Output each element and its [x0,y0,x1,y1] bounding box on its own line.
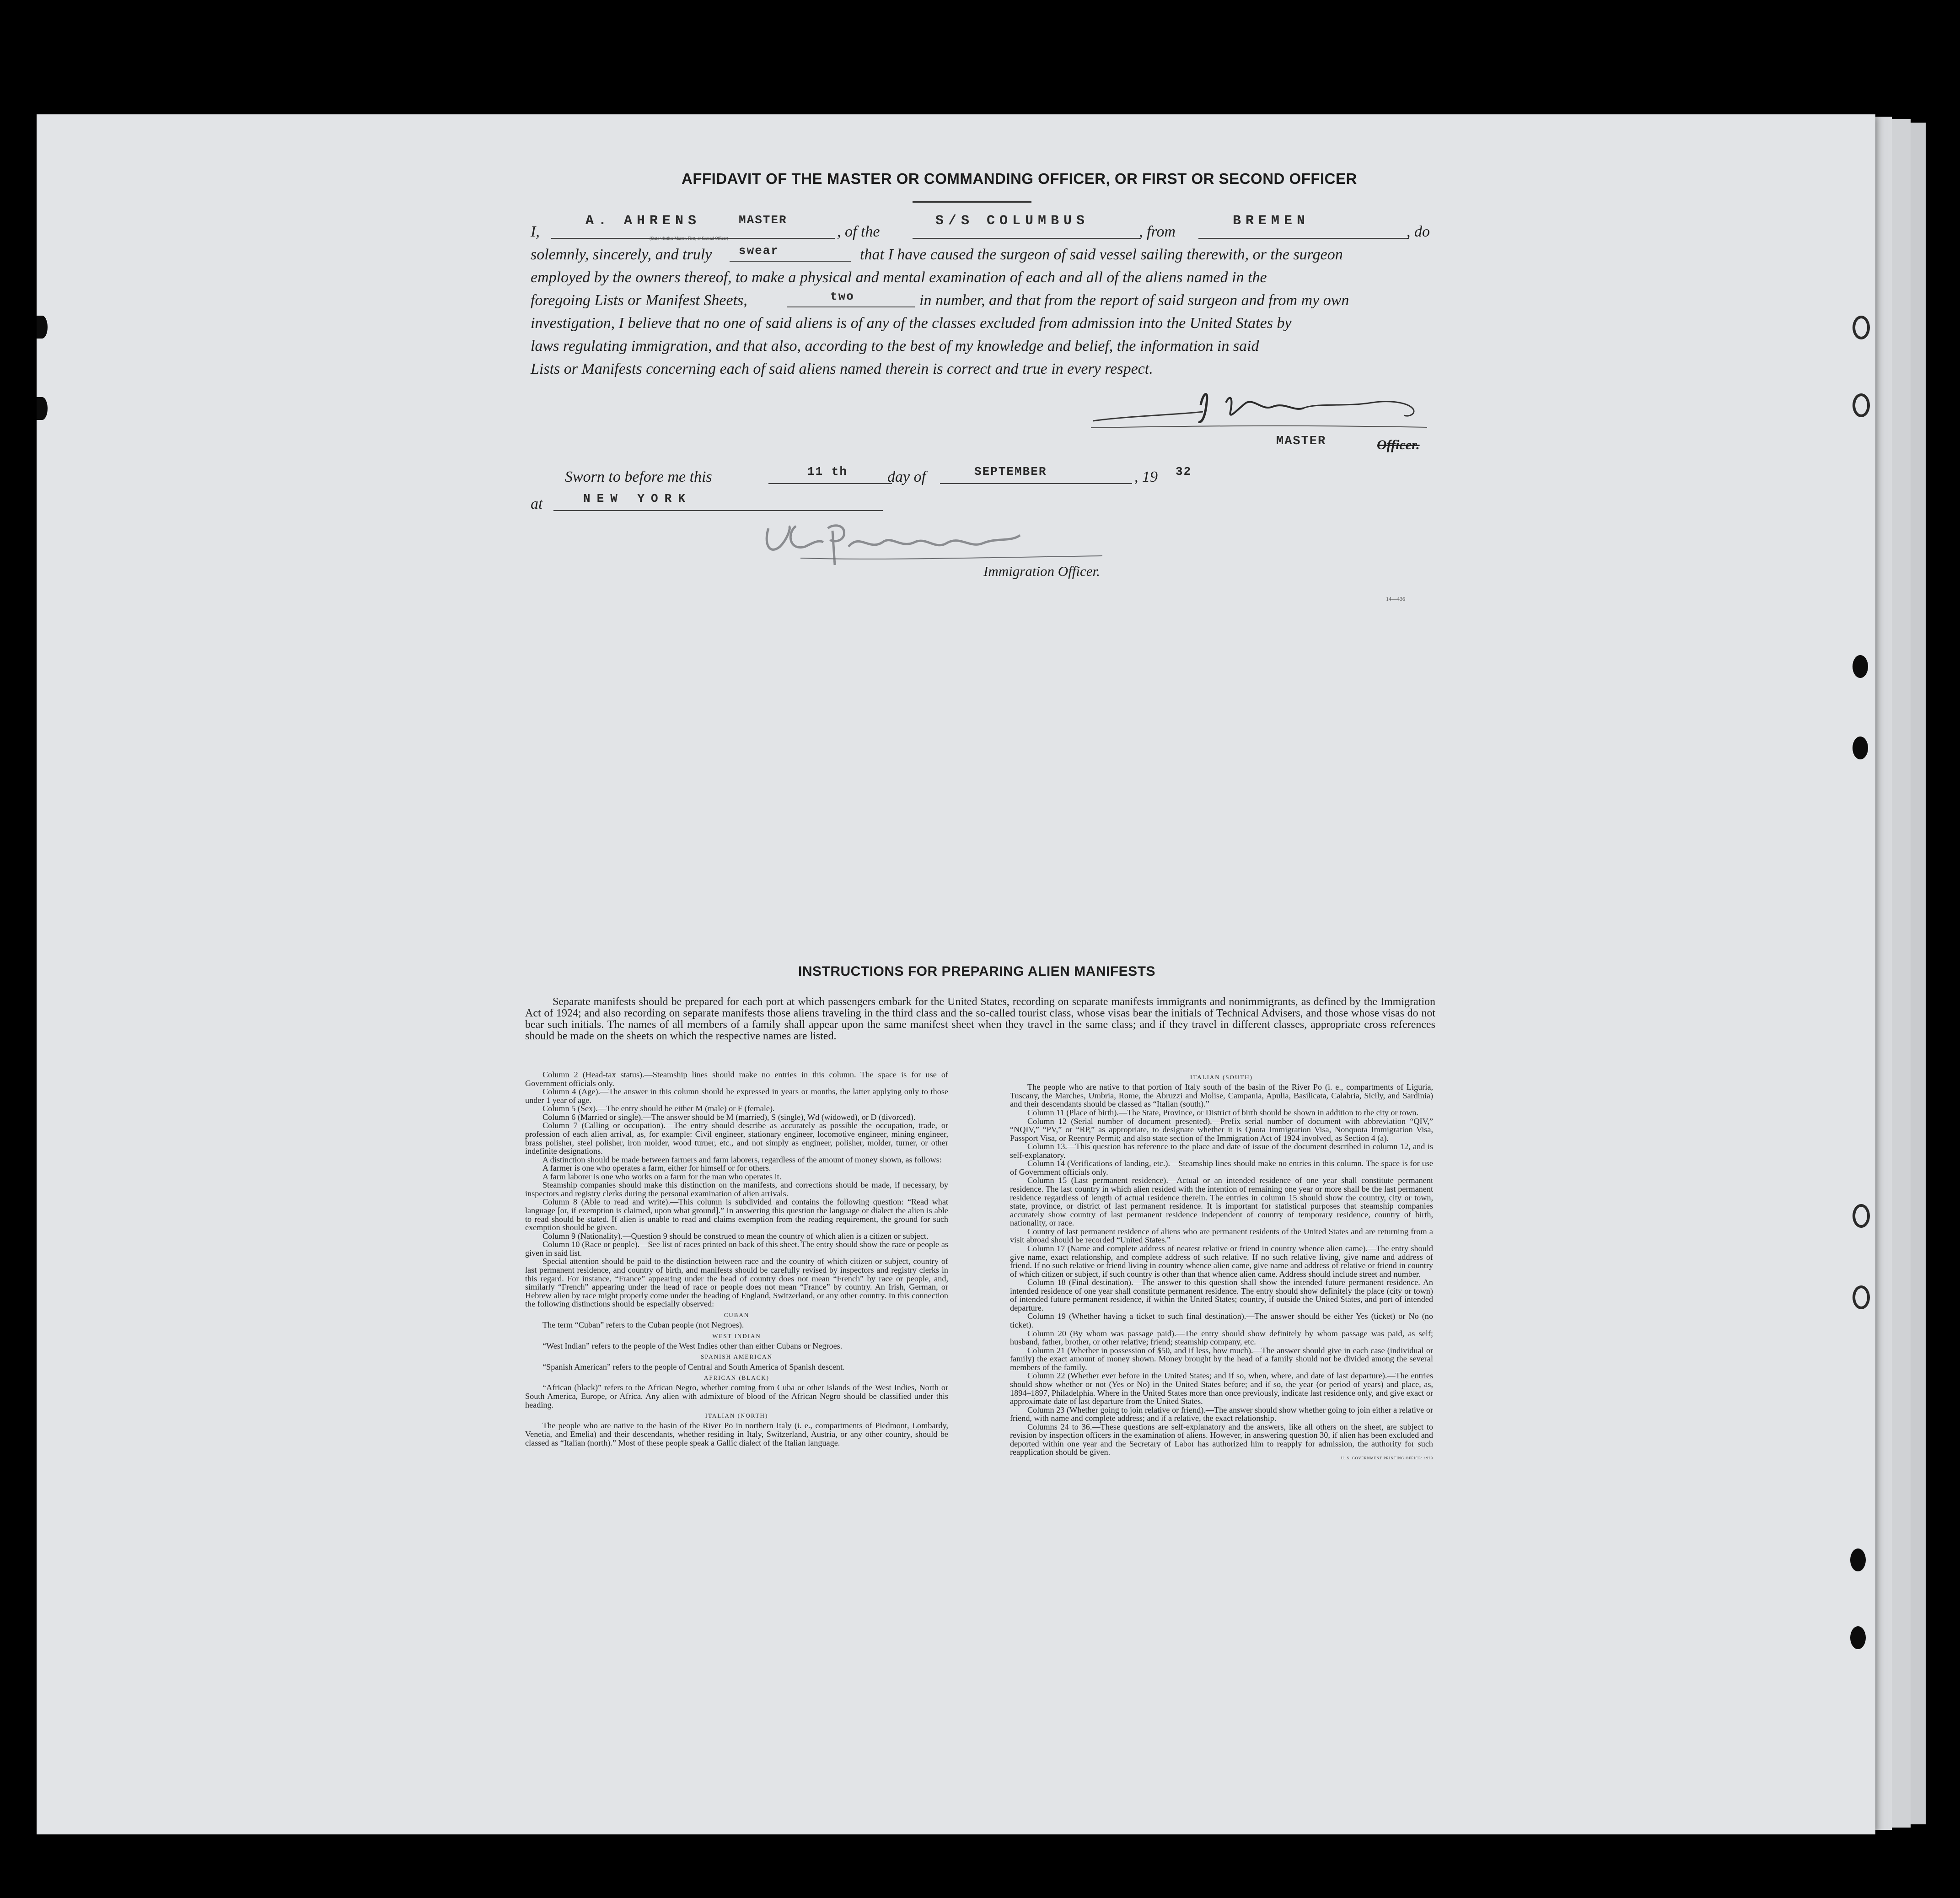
affidavit-line-2b: that I have caused the surgeon of said vessel sailing therewith, or the surgeon [860,246,1343,263]
affidavit-do [1407,224,1430,240]
paragraph: “West Indian” refers to the people of the West Indies other than either Cubans or Negroes. [542,1341,843,1350]
day-underline [768,483,892,484]
sworn-day-of: day of [887,468,926,485]
punch-hole [1853,655,1868,678]
paragraph: The people who are native to the basin of the River Po in northern Italy (i. e., compartments of Piedmont, Lombardy, Venetia, and Emelia) and their descendants, whether residing in Italy, Switzerland, Austria, or any other country, should be classed as “Italian (north).” Most of these people speak a Gallic dialect of the Italian language. [525,1421,948,1447]
sheets-underline [787,306,915,307]
paragraph: Column 17 (Name and complete address of nearest relative or friend in country whence alien came).—The entry should give name, exact relationship, and complete address of such relative. If no such relative living, give name and address of friend. If no such relative or friend living in country whence alien came, give name and address of relative or friend in country of which citizen or subject, if such country is other than that whence alien came. Address should include street and number. [1010,1243,1433,1279]
punch-hole [37,316,48,339]
master-name: A. AHRENS [585,213,701,229]
form-number: 14—436 [1386,596,1405,602]
punch-hole [37,397,48,420]
paragraph: Country of last permanent residence of aliens who are permanent residents of the United States and are returning from a visit abroad should be recorded “United States.” [1010,1226,1433,1245]
paragraph: Column 8 (Able to read and write).—This column is subdivided and contains the following question: “Read what language [or, if exemption is claimed, upon what ground].” In answering this question the language or dialect the alien is able to read should be stated. If alien is unable to read and claims exemption from the reading requirement, the ground for such exemption should be given. [525,1197,948,1232]
officer-label: Immigration Officer. [983,563,1100,579]
punch-hole [1853,1285,1870,1309]
heading-italian-north: ITALIAN (NORTH) [705,1412,768,1419]
paragraph: Column 5 (Sex).—The entry should be either M (male) or F (female). [542,1104,775,1113]
affidavit-line-7: Lists or Manifests concerning each of said aliens named therein is correct and true in every respect. [531,360,1153,377]
paragraph: Column 22 (Whether ever before in the United States; and if so, when, where, and date of last departure).—The entries should show whether or not (Yes or No) in the United States before; and if so, the year (or period of years) and place, as, 1894–1897, Philadelphia. Where in the United States more than once previously, indicate last residence only, and give exact or approximate date of last departure from the United States. [1010,1371,1433,1406]
instructions-intro: Separate manifests should be prepared for each port at which passengers embark for the United States, recording on separate manifests immigrants and nonimmigrants, as defined by the Immigration Act of 1924; and also recording on separate manifests those aliens traveling in the third class and the so-called tourist class, whose visas bear the initials of Technical Advisers, and those whose visas do not bear such initials. The names of all members of a family shall appear upon the same manifest sheet when they travel in the same class; and if they travel in different classes, appropriate cross references should be made on the sheets on which the respective names are listed. [525,996,1435,1042]
affidavit-line-5: investigation, I believe that no one of said aliens is of any of the classes excluded from admission into the United States by [531,315,1292,332]
paragraph: “Spanish American” refers to the people of Central and South America of Spanish descent. [542,1362,845,1371]
paragraph: Column 4 (Age).—The answer in this column should be expressed in years or months, the latter applying only to those under 1 year of age. [525,1087,948,1105]
signer-struck: Officer. [1377,437,1420,452]
paragraph: A farmer is one who operates a farm, either for himself or for others. [542,1163,771,1173]
text: , do [1407,223,1430,240]
text: , from [1139,223,1176,240]
rank-hint: (State whether Master, First, or Second Officer) [650,236,728,241]
heading-cuban: CUBAN [724,1311,750,1318]
sworn-year: 32 [1176,465,1192,479]
heading-italian-south: ITALIAN (SOUTH) [1190,1074,1253,1081]
text: I, [531,223,540,240]
instructions-right-column [1010,1070,1433,1460]
paragraph: Column 20 (By whom was passage paid).—The entry should show definitely by whom passage was paid, as self; husband, father, brother, or other relative; friend; steamship company, etc. [1010,1328,1433,1347]
paragraph: Column 19 (Whether having a ticket to such final destination).—The answer should be either Yes (ticket) or No (no ticket). [1010,1312,1433,1329]
departure-port: BREMEN [1233,213,1310,229]
paragraph: Column 18 (Final destination).—The answer to this question shall show the intended future permanent residence. An intended residence of one year shall constitute permanent residence. The entry should show definitely the place (city or town) of intended future permanent residence, if within the United States; country, if outside the United States, and port of intended departure. [1010,1278,1433,1312]
paragraph: Column 11 (Place of birth).—The State, Province, or District of birth should be shown in addition to the city or town. [1027,1108,1419,1117]
paragraph: Column 7 (Calling or occupation).—The entry should describe as accurately as possible the occupation, trade, or profession of each alien arrival, as, for example: Civil engineer, stationary engineer, locomotive engineer, mining engineer, brass polisher, steel polisher, iron molder, wood turner, etc., and not simply as engineer, polisher, molder, turner, or other indefinite designations. [525,1121,948,1156]
paragraph: Column 13.—This question has reference to the place and date of issue of the document described in column 12, and is self-explanatory. [1010,1142,1433,1160]
paragraph: Column 2 (Head-tax status).—Steamship lines should make no entries in this column. The space is for use of Government officials only. [525,1070,948,1088]
paragraph: Column 10 (Race or people).—See list of races printed on back of this sheet. The entry should show the race or people as given in said list. [525,1240,948,1258]
paragraph: The term “Cuban” refers to the Cuban people (not Negroes). [542,1320,744,1329]
sworn-month: SEPTEMBER [974,465,1047,479]
heading-west-indian: WEST INDIAN [712,1332,761,1339]
paragraph: The people who are native to that portion of Italy south of the basin of the River Po (i. e., compartments of Liguria, Tuscany, the Marches, Umbria, Rome, the Abruzzi and Molise, Campania, Apulia, Basilicata, Calabria, Sicily, and Sardinia) and their descendants should be classed as “Italian (south).” [1010,1082,1433,1109]
sheet-count: two [830,290,854,303]
text: , of the [837,223,880,240]
instructions-left-column [525,1070,948,1447]
paragraph: A farm laborer is one who works on a farm for the man who operates it. [542,1172,782,1181]
sworn-text: Sworn to before me this [565,468,712,485]
sworn-at: at [531,495,543,512]
affidavit-of-the [837,224,880,240]
oath-underline [730,261,851,262]
punch-hole [1853,316,1870,339]
port-underline [1198,238,1409,239]
punch-hole [1850,1549,1866,1571]
paragraph: “African (black)” refers to the African Negro, whether coming from Cuba or other islands of the West Indies, North or South America, Europe, or Africa. Any alien with admixture of blood of the African Negro should be classified under this heading. [525,1383,948,1409]
master-rank: MASTER [739,213,787,227]
paragraph: Column 14 (Verifications of landing, etc.).—Steamship lines should make no entries in this column. The space is for use of Government officials only. [1010,1159,1433,1177]
ship-name: S/S COLUMBUS [935,213,1090,229]
paragraph: Column 6 (Married or single).—The answer should be M (married), S (single), Wd (widowed), or D (divorced). [542,1112,916,1122]
paragraph: Steamship companies should make this distinction on the manifests, and corrections should be made, if necessary, by inspectors and registry clerks during the personal examination of alien arrivals. [525,1180,948,1198]
master-signature [1089,384,1436,435]
paragraph: Columns 24 to 36.—These questions are self-explanatory and the answers, like all others on the sheet, are subject to revision by inspection officers in the examination of aliens. However, in answering question 30, if alien has been excluded and deported within one year and the Secretary of Labor has authorized him to reapply for admission, the authority for such reapplication should be given. [1010,1422,1433,1457]
paragraph: Column 12 (Serial number of document presented).—Prefix serial number of document with abbreviation “QIV,” “NQIV,” “PV,” or “RP,” as appropriate, to designate whether it is Quota Immigration Visa, Nonquota Immigration Visa, Passport Visa, or Reentry Permit; and also state section of the Immigration Act of 1924 involved, as Section 4 (a). [1010,1116,1433,1143]
printer-note: U. S. GOVERNMENT PRINTING OFFICE: 1929 [1341,1456,1433,1460]
instructions-title: INSTRUCTIONS FOR PREPARING ALIEN MANIFESTS [798,964,1156,979]
ship-underline [913,238,1141,239]
paragraph: Column 21 (Whether in possession of $50, and if less, how much).—The answer should give in each case (individual or family) the exact amount of money shown. Money brought by the head of a family should not be divided among the several members of the family. [1010,1345,1433,1372]
paragraph: Column 9 (Nationality).—Question 9 should be construed to mean the country of which alien is a citizen or subject. [542,1231,929,1241]
affidavit-line-3: employed by the owners thereof, to make a physical and mental examination of each and all of the aliens named in the [531,269,1267,286]
paragraph: Column 23 (Whether going to join relative or friend).—The answer should show whether going to join either a relative or friend, with name and complete address; and if a relative, the exact relationship. [1010,1405,1433,1423]
punch-hole [1853,393,1870,417]
punch-hole [1853,1204,1870,1228]
heading-african: AFRICAN (BLACK) [703,1374,770,1382]
punch-hole [1853,737,1868,759]
oath-word: swear [739,244,779,258]
punch-hole [1850,1626,1866,1649]
sworn-19: , 19 [1134,468,1158,485]
paragraph: Special attention should be paid to the distinction between race and the country of which citizen or subject, country of last permanent residence, and country of birth, and manifests should be carefully revised by inspectors and registry clerks in this regard. For instance, “France” appearing under the head of country does not mean “French” by race or people, and, similarly “French” appearing under the head of race or people does not mean “France” by country. An Irish, German, or Hebrew alien by race might properly come under the heading of England, Switzerland, or any other country. In this connection the following distinctions should be especially observed: [525,1257,948,1309]
affidavit-from [1139,224,1176,240]
paragraph: Column 15 (Last permanent residence).—Actual or an intended residence of one year shall constitute permanent residence. The last country in which alien resided with the intention of remaining one year or more shall be the last permanent residence regardless of length of actual residence therein. The entries in column 15 should show the country, city or town, state, province, or district of last permanent residence. It is important for statistical purposes that steamship companies accurately show country of last permanent residence independent of country of temporary residence, country of birth, nationality, or race. [1010,1176,1433,1228]
affidavit-line-2a: solemnly, sincerely, and truly [531,246,712,263]
sworn-day: 11 th [807,465,848,479]
affidavit-line-6: laws regulating immigration, and that also, according to the best of my knowledge and belief, the information in said [531,338,1259,355]
month-underline [940,483,1132,484]
sworn-place: NEW YORK [583,492,692,505]
signer-title: MASTER [1276,435,1326,448]
place-underline [553,510,883,511]
affidavit-line-4a: foregoing Lists or Manifest Sheets, [531,292,747,309]
title-rule [913,201,1031,203]
paragraph: A distinction should be made between farmers and farm laborers, regardless of the amount of money shown, as follows: [542,1155,942,1164]
affidavit-line-4b: in number, and that from the report of said surgeon and from my own [919,292,1349,309]
affidavit-title: AFFIDAVIT OF THE MASTER OR COMMANDING OFFICER, OR FIRST OR SECOND OFFICER [682,170,1357,187]
heading-spanish-american: SPANISH AMERICAN [701,1353,773,1360]
affidavit-line-1 [531,224,540,240]
